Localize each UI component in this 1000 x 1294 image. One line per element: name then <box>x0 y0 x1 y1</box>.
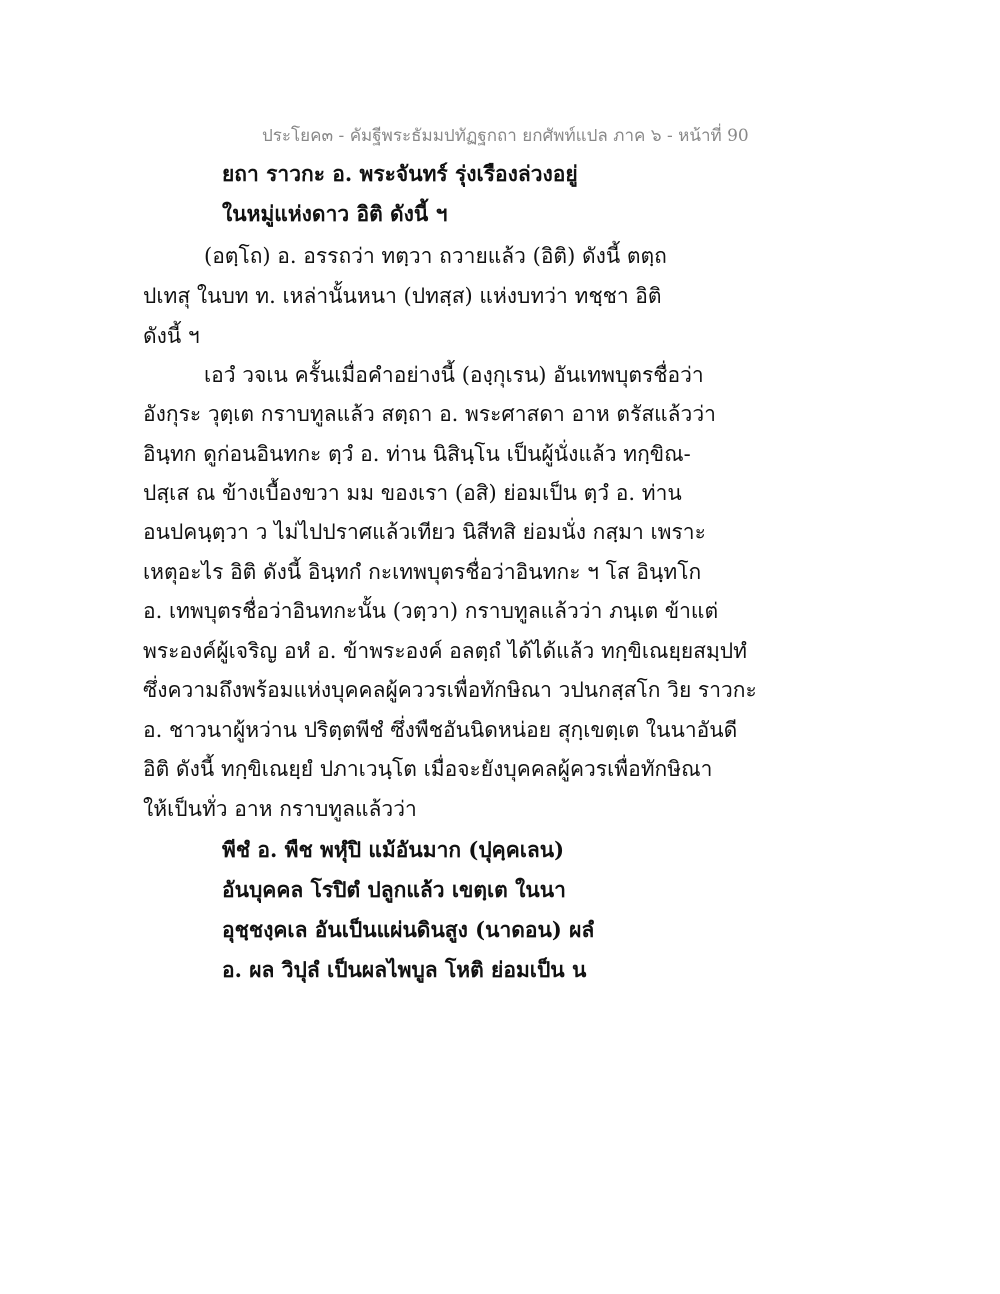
paragraph-line: ปสฺเส ณ ข้างเบื้องขวา มม ของเรา (อสิ) ย่อมเป็น ตฺวํ อ. ท่าน <box>143 481 682 505</box>
paragraph-line: อ. เทพบุตรชื่อว่าอินทกะนั้น (วตฺวา) กราบทูลแล้วว่า ภนฺเต ข้าแต่ <box>143 599 719 623</box>
paragraph-line: เอวํ วจเน ครั้นเมื่อคำอย่างนี้ (องฺกุเรน) อันเทพบุตรชื่อว่า <box>204 363 704 387</box>
paragraph-line: (อตฺโถ) อ. อรรถว่า ทตฺวา ถวายแล้ว (อิติ) ดังนี้ ตตฺถ <box>204 244 667 268</box>
verse-line: ยถา ราวกะ อ. พระจันทร์ รุ่งเรืองล่วงอยู่ <box>222 161 578 186</box>
verse-line: อ. ผล วิปุลํ เป็นผลไพบูล โหติ ย่อมเป็น น <box>222 957 587 982</box>
paragraph-line: อิติ ดังนี้ ทกฺขิเณยฺยํ ปภาเวนฺโต เมื่อจะยังบุคคลผู้ควรเพื่อทักษิณา <box>143 757 713 781</box>
paragraph-line: อ. ชาวนาผู้หว่าน ปริตฺตพีชํ ซึ่งพืชอันนิดหน่อย สุกฺเขตฺเต ในนาอันดี <box>143 718 738 742</box>
verse-line: อุชฺชงฺคเล อันเป็นแผ่นดินสูง (นาดอน) ผลํ <box>222 917 595 942</box>
paragraph-line: ซึ่งความถึงพร้อมแห่งบุคคลผู้คววรเพื่อทักษิณา วปนกสฺสโก วิย ราวกะ <box>143 678 757 702</box>
verse-line: อันบุคคล โรปิตํ ปลูกแล้ว เขตฺเต ในนา <box>222 877 566 902</box>
paragraph-line: ปเทสุ ในบท ท. เหล่านั้นหนา (ปทสฺส) แห่งบทว่า ทชฺชา อิติ <box>143 284 662 308</box>
paragraph-line: พระองค์ผู้เจริญ อหํ อ. ข้าพระองค์ อลตฺถํ ได้ได้แล้ว ทกฺขิเณยฺยสมฺปทํ <box>143 639 747 663</box>
verse-line: พีชํ อ. พืช พหุํปิ แม้อันมาก (ปุคฺคเลน) <box>222 837 565 862</box>
paragraph-line: อินฺทก ดูก่อนอินทกะ ตฺวํ อ. ท่าน นิสินฺโน เป็นผู้นั่งแล้ว ทกฺขิณ- <box>143 442 691 466</box>
paragraph-line: เหตุอะไร อิติ ดังนี้ อินฺทกํ กะเทพบุตรชื่อว่าอินทกะ ฯ โส อินฺทโก <box>143 560 702 584</box>
verse-line: ในหมู่แห่งดาว อิติ ดังนี้ ฯ <box>222 201 448 226</box>
paragraph-line: ให้เป็นทั่ว อาห กราบทูลแล้วว่า <box>143 797 417 821</box>
paragraph-line: อนปคนฺตฺวา ว ไม่ไปปราศแล้วเทียว นิสีทสิ ย่อมนั่ง กสฺมา เพราะ <box>143 520 706 544</box>
paragraph-line: ดังนี้ ฯ <box>143 324 200 348</box>
paragraph-line: อังกุระ วุตฺเต กราบทูลแล้ว สตฺถา อ. พระศาสดา อาห ตรัสแล้วว่า <box>143 402 716 426</box>
page-header: ประโยค๓ - คัมฐีพระธัมมปทัฏฐกถา ยกศัพท์แปล ภาค ๖ - หน้าที่ 90 <box>262 126 749 146</box>
